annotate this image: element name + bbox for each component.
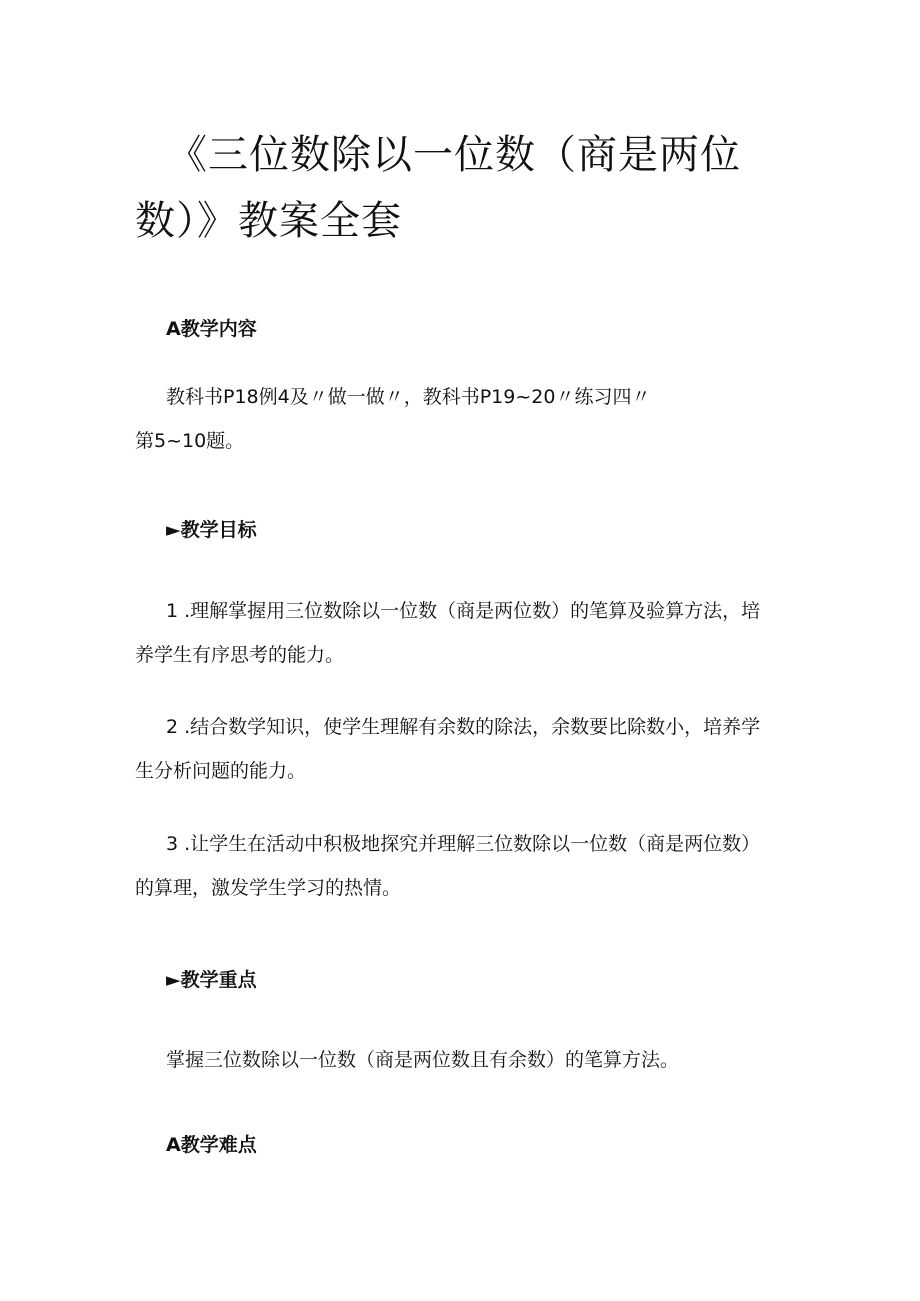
goal-item-1-line-2: 养学生有序思考的能力。 [135, 644, 345, 666]
goal-item-1 [135, 589, 807, 677]
goal-item-3-line-1: 3 .让学生在活动中积极地探究并理解三位数除以一位数（商是两位数） [166, 833, 761, 855]
goal-item-3-line-2: 的算理，激发学生学习的热情。 [135, 877, 402, 899]
key-points-paragraph [135, 1038, 807, 1082]
section-heading-difficulties: A教学难点 [166, 1134, 257, 1156]
goal-item-2-line-2: 生分析问题的能力。 [135, 760, 307, 782]
section-heading-content: A教学内容 [166, 318, 257, 340]
goal-item-3 [135, 822, 807, 910]
section-heading-key-points: ►教学重点 [166, 969, 257, 991]
content-line-1: 教科书P18例4及〃做一做〃，教科书P19~20〃练习四〃 [166, 386, 651, 408]
goal-item-1-line-1: 1 .理解掌握用三位数除以一位数（商是两位数）的笔算及验算方法，培 [166, 600, 761, 622]
title-line-1: 《三位数除以一位数（商是两位 [167, 132, 741, 178]
title-line-2: 数）》教案全套 [135, 198, 402, 244]
content-paragraph [135, 375, 807, 463]
content-line-2: 第5~10题。 [135, 430, 245, 452]
document-title [135, 122, 775, 254]
goal-item-2 [135, 705, 807, 793]
goal-item-2-line-1: 2 .结合数学知识，使学生理解有余数的除法，余数要比除数小，培养学 [166, 716, 761, 738]
key-points-line: 掌握三位数除以一位数（商是两位数且有余数）的笔算方法。 [166, 1049, 680, 1071]
section-heading-goals: ►教学目标 [166, 519, 257, 541]
